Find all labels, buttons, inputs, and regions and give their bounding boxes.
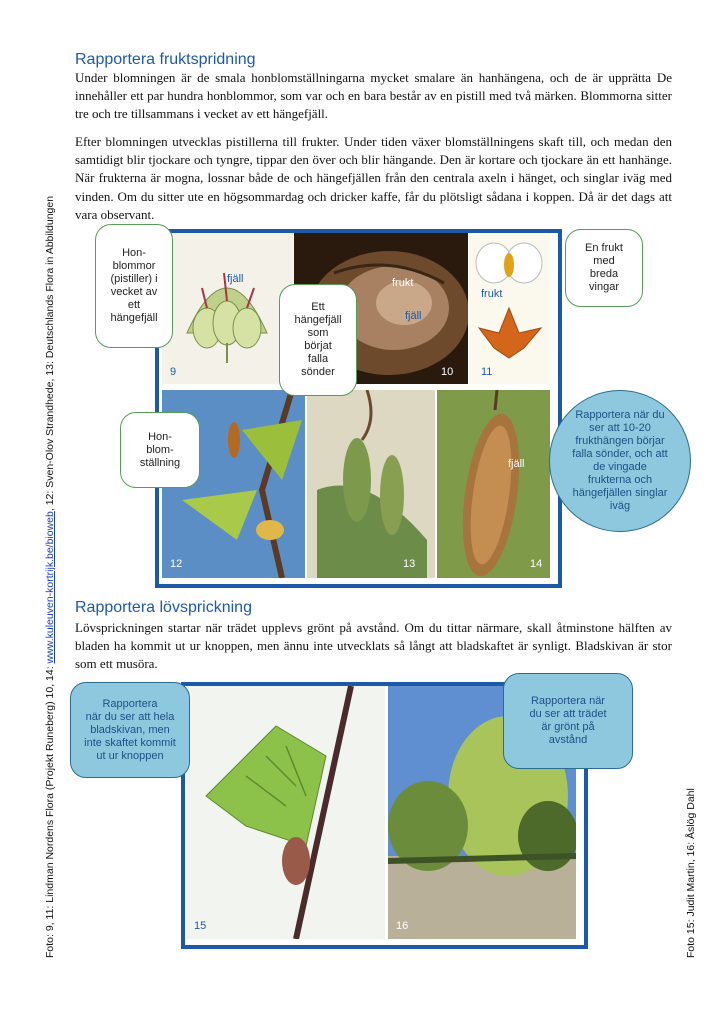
bubble-bladskivan: Rapportera när du ser att hela bladskivan, men inte skaftet kommit ut ur knoppen bbox=[70, 682, 190, 778]
bubble-honblommor: Hon- blommor (pistiller) i vecket av ett hängefjäll bbox=[95, 224, 173, 348]
photo-15-leaf-bud bbox=[186, 686, 385, 939]
photo-credits-right: Foto 15: Judit Martin, 16: Åslög Dahl bbox=[685, 788, 697, 958]
label-fjall-14: fjäll bbox=[508, 458, 525, 470]
section-heading-fruktspridning: Rapportera fruktspridning bbox=[75, 51, 256, 68]
photo-number-11: 11 bbox=[481, 366, 493, 378]
photo-11-winged-fruit-drawing bbox=[469, 233, 550, 384]
photo-number-12: 12 bbox=[170, 558, 183, 570]
bubble-hangefjall: Ett hängefjäll som börjat falla sönder bbox=[279, 284, 357, 396]
bubble-rapportera-frukt: Rapportera när du ser att 10-20 frukthängen börjar falla sönder, och att de vingade frukterna och hängefjällen singlar iväg bbox=[549, 390, 691, 532]
paragraph-lovsprickning: Lövsprickningen startar när trädet upplevs grönt på avstånd. Om du tittar närmare, skall åtminstone hälften av bladen ha kommit ut ur knoppen, men ännu inte utvecklats så långt att bladskaftet är synligt. Bladskivan är stor som ett musöra. bbox=[75, 620, 672, 672]
label-frukt-10: frukt bbox=[392, 277, 414, 289]
bubble-honblomstallning: Hon- blom- ställning bbox=[120, 412, 200, 488]
label-fjall-9: fjäll bbox=[227, 273, 244, 285]
photo-number-15: 15 bbox=[194, 920, 207, 932]
photo-number-10: 10 bbox=[441, 366, 454, 378]
photo-13-green-catkins bbox=[307, 390, 435, 578]
photo-number-16: 16 bbox=[396, 920, 409, 932]
photo-number-14: 14 bbox=[530, 558, 543, 570]
photo-9-scale-drawing bbox=[162, 233, 293, 384]
bioweb-link[interactable]: www.kuleuven-kortrijk.be/bioweb bbox=[44, 511, 56, 664]
paragraph-honblomstallning: Under blomningen är de smala honblomställningarna mycket smalare än hanhängena, och de är upprätta De innehåller ett par hundra honblommor, som var och en bara består av en pistill med två märken. Blommorna sitter tre och tre tillsammans i vecket av ett hängefjäll. bbox=[75, 70, 672, 122]
bubble-frukt-vingar: En frukt med breda vingar bbox=[565, 229, 643, 307]
bubble-gront-pa-avstand: Rapportera när du ser att trädet är grönt på avstånd bbox=[503, 673, 633, 769]
label-frukt-11: frukt bbox=[481, 288, 503, 300]
photo-14-mature-catkin bbox=[437, 390, 550, 578]
photo-number-9: 9 bbox=[170, 366, 177, 378]
section-heading-lovsprickning: Rapportera lövsprickning bbox=[75, 599, 252, 616]
label-fjall-10: fjäll bbox=[405, 310, 422, 322]
paragraph-frukter: Efter blomningen utvecklas pistillerna till frukter. Under tiden växer blomställningens skaft till, och medan den samtidigt blir tjockare och tyngre, tippar den över och blir hängande. Den är kortare och tjockare än ett hanhänge. När frukterna är mogna, lossnar både de och hängefjällen från den centrala axeln i hänget, och singlar iväg med vinden. Om du sitter ute en högsommardag och dricker kaffe, får du plötsligt sådana i koppen. Då är det dags att vara observant. bbox=[75, 134, 672, 222]
photo-number-13: 13 bbox=[403, 558, 416, 570]
photo-credits-left: Foto: 9, 11: Lindman Nordens Flora (Projekt Runeberg) 10, 14: www.kuleuven-kortrijk.be/bioweb, 12: Sven-Olov Strandhede, 13: Deutschlands Flora in Abbildungen bbox=[44, 195, 56, 958]
